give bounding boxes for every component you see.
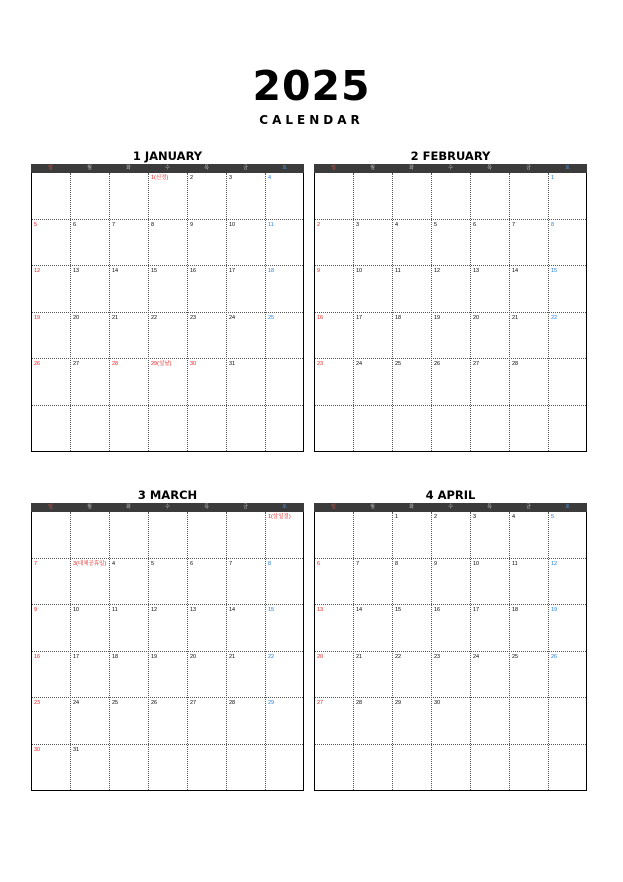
day-cell: 3 xyxy=(229,175,233,181)
day-cell xyxy=(266,745,305,792)
day-cell: 20 xyxy=(73,314,80,321)
day-cell: 30 xyxy=(34,746,41,753)
weekday-label: 화 xyxy=(409,504,414,510)
day-cell: 17 xyxy=(73,653,80,660)
day-cell xyxy=(432,173,471,220)
weekday-label: 수 xyxy=(448,504,453,510)
day-cell: 19 xyxy=(434,314,441,321)
day-cell: 1(신정) xyxy=(151,175,169,181)
weekday-label: 목 xyxy=(204,165,209,171)
day-cell: 12 xyxy=(34,268,41,274)
month-january xyxy=(31,148,304,452)
day-cell: 5 xyxy=(34,221,38,228)
day-cell: 13 xyxy=(190,607,197,613)
day-cell: 31 xyxy=(229,361,236,367)
day-cell xyxy=(227,406,266,453)
day-cell xyxy=(110,173,149,220)
day-cell xyxy=(315,512,354,559)
day-cell: 8 xyxy=(268,560,272,567)
day-cell: 3 xyxy=(473,514,477,520)
day-cell: 10 xyxy=(229,221,236,228)
month-february xyxy=(314,148,587,452)
day-cell: 8 xyxy=(551,221,555,228)
day-cell: 19 xyxy=(551,607,558,613)
weekday-label: 일 xyxy=(331,165,336,171)
day-cell xyxy=(71,406,110,453)
day-cell: 9 xyxy=(317,268,321,274)
month-title: 2 FEBRUARY xyxy=(410,149,491,163)
day-cell: 28 xyxy=(512,361,519,367)
day-cell: 23 xyxy=(434,653,441,660)
weekday-header xyxy=(314,164,587,173)
month-title: 1 JANUARY xyxy=(132,149,203,163)
day-cell xyxy=(315,745,354,792)
day-cell xyxy=(227,745,266,792)
day-cell: 9 xyxy=(190,221,194,228)
day-cell: 26 xyxy=(434,361,441,367)
day-cell: 10 xyxy=(73,607,80,613)
day-cell xyxy=(354,745,393,792)
day-cell xyxy=(471,406,510,453)
day-cell xyxy=(227,512,266,559)
day-cell xyxy=(32,406,71,453)
day-cell: 14 xyxy=(229,607,236,613)
weekday-label: 토 xyxy=(565,504,570,510)
day-cell: 29 xyxy=(268,700,275,706)
day-cell: 5 xyxy=(151,560,155,567)
day-cell xyxy=(471,173,510,220)
day-cell: 10 xyxy=(356,268,363,274)
day-cell: 6 xyxy=(473,221,477,228)
day-cell: 20 xyxy=(190,653,197,660)
day-cell: 22 xyxy=(151,314,158,321)
weekday-label: 토 xyxy=(282,165,287,171)
day-cell: 25 xyxy=(268,314,275,321)
day-cell: 21 xyxy=(512,314,519,321)
month-title: 4 APRIL xyxy=(425,488,476,502)
day-cell: 18 xyxy=(395,314,402,321)
day-cell: 9 xyxy=(434,560,438,567)
day-cell: 11 xyxy=(512,560,518,567)
month-grid xyxy=(31,173,304,452)
day-cell: 27 xyxy=(317,700,324,706)
weekday-label: 목 xyxy=(487,504,492,510)
day-cell: 18 xyxy=(512,607,519,613)
weekday-label: 목 xyxy=(204,504,209,510)
day-cell xyxy=(354,512,393,559)
day-cell xyxy=(188,406,227,453)
day-cell: 11 xyxy=(268,221,274,228)
day-cell xyxy=(188,745,227,792)
day-cell: 21 xyxy=(229,653,236,660)
day-cell: 1 xyxy=(395,514,399,520)
day-cell xyxy=(71,512,110,559)
day-cell: 7 xyxy=(512,221,516,228)
day-cell xyxy=(393,173,432,220)
weekday-label: 화 xyxy=(126,165,131,171)
day-cell: 14 xyxy=(356,607,363,613)
weekday-label: 일 xyxy=(48,165,53,171)
day-cell xyxy=(471,698,510,745)
day-cell: 13 xyxy=(317,607,324,613)
day-cell xyxy=(432,406,471,453)
day-cell xyxy=(149,745,188,792)
day-cell xyxy=(510,406,549,453)
weekday-label: 수 xyxy=(165,504,170,510)
month-grid xyxy=(314,512,587,791)
day-cell xyxy=(32,173,71,220)
day-cell: 24 xyxy=(473,653,480,660)
day-cell xyxy=(315,173,354,220)
day-cell xyxy=(149,512,188,559)
calendar-subtitle: CALENDAR xyxy=(259,113,364,127)
day-cell: 2 xyxy=(434,514,438,520)
day-cell: 3(대체공휴일) xyxy=(73,560,107,567)
day-cell: 29(설날) xyxy=(151,361,172,367)
day-cell: 26 xyxy=(34,361,41,367)
day-cell: 17 xyxy=(229,268,236,274)
day-cell xyxy=(549,745,588,792)
day-cell: 2 xyxy=(190,175,194,181)
day-cell: 25 xyxy=(512,653,519,660)
day-cell: 16 xyxy=(434,607,441,613)
day-cell: 7 xyxy=(356,560,360,567)
day-cell xyxy=(510,173,549,220)
day-cell: 15 xyxy=(551,268,558,274)
day-cell: 16 xyxy=(34,653,41,660)
day-cell: 16 xyxy=(190,268,197,274)
day-cell: 28 xyxy=(356,700,363,706)
weekday-label: 수 xyxy=(448,165,453,171)
day-cell xyxy=(393,745,432,792)
month-march xyxy=(31,487,304,791)
day-cell xyxy=(149,406,188,453)
day-cell: 30 xyxy=(434,700,441,706)
day-cell: 25 xyxy=(112,700,119,706)
weekday-header xyxy=(31,503,304,512)
day-cell: 12 xyxy=(551,560,558,567)
day-cell: 24 xyxy=(229,314,236,321)
day-cell xyxy=(393,406,432,453)
day-cell: 28 xyxy=(112,361,119,367)
day-cell: 19 xyxy=(151,653,158,660)
day-cell: 24 xyxy=(73,700,80,706)
day-cell: 16 xyxy=(317,314,324,321)
weekday-label: 목 xyxy=(487,165,492,171)
day-cell: 26 xyxy=(551,653,558,660)
day-cell: 27 xyxy=(473,361,480,367)
day-cell: 1(삼일절) xyxy=(268,514,291,520)
day-cell: 4 xyxy=(112,560,116,567)
day-cell: 17 xyxy=(473,607,480,613)
weekday-label: 금 xyxy=(243,504,248,510)
day-cell xyxy=(266,359,305,406)
weekday-label: 금 xyxy=(243,165,248,171)
day-cell xyxy=(549,359,588,406)
day-cell: 13 xyxy=(473,268,480,274)
weekday-label: 화 xyxy=(126,504,131,510)
weekday-label: 월 xyxy=(370,165,375,171)
weekday-label: 금 xyxy=(526,504,531,510)
day-cell xyxy=(71,173,110,220)
day-cell: 30 xyxy=(190,361,197,367)
day-cell: 1 xyxy=(551,175,555,181)
day-cell: 2 xyxy=(317,221,321,228)
day-cell xyxy=(432,745,471,792)
day-cell: 23 xyxy=(190,314,197,321)
day-cell: 4 xyxy=(268,175,272,181)
day-cell xyxy=(110,745,149,792)
day-cell: 4 xyxy=(512,514,516,520)
day-cell: 11 xyxy=(395,268,401,274)
weekday-label: 토 xyxy=(565,165,570,171)
day-cell: 9 xyxy=(34,607,38,613)
day-cell xyxy=(354,173,393,220)
day-cell: 23 xyxy=(34,700,41,706)
weekday-label: 월 xyxy=(87,504,92,510)
day-cell: 24 xyxy=(356,361,363,367)
month-grid xyxy=(31,512,304,791)
day-cell: 22 xyxy=(395,653,402,660)
day-cell xyxy=(510,745,549,792)
day-cell: 21 xyxy=(356,653,363,660)
day-cell: 27 xyxy=(190,700,197,706)
day-cell: 17 xyxy=(356,314,363,321)
day-cell: 7 xyxy=(34,560,38,567)
weekday-label: 금 xyxy=(526,165,531,171)
day-cell: 6 xyxy=(73,221,77,228)
day-cell: 22 xyxy=(268,653,275,660)
day-cell xyxy=(549,406,588,453)
day-cell: 15 xyxy=(268,607,275,613)
day-cell: 8 xyxy=(151,221,155,228)
day-cell xyxy=(110,512,149,559)
day-cell xyxy=(354,406,393,453)
day-cell: 23 xyxy=(317,361,324,367)
weekday-header xyxy=(314,503,587,512)
day-cell xyxy=(510,698,549,745)
day-cell xyxy=(32,512,71,559)
weekday-label: 일 xyxy=(48,504,53,510)
day-cell: 14 xyxy=(112,268,119,274)
day-cell: 29 xyxy=(395,700,402,706)
month-grid xyxy=(314,173,587,452)
day-cell xyxy=(471,745,510,792)
day-cell: 28 xyxy=(229,700,236,706)
day-cell: 10 xyxy=(473,560,480,567)
day-cell: 18 xyxy=(268,268,275,274)
day-cell: 11 xyxy=(112,607,118,613)
day-cell: 6 xyxy=(190,560,194,567)
weekday-label: 월 xyxy=(370,504,375,510)
day-cell xyxy=(315,406,354,453)
day-cell: 7 xyxy=(229,560,233,567)
day-cell: 13 xyxy=(73,268,80,274)
day-cell xyxy=(188,512,227,559)
weekday-label: 화 xyxy=(409,165,414,171)
day-cell: 21 xyxy=(112,314,119,321)
day-cell: 18 xyxy=(112,653,119,660)
calendar-year: 2025 xyxy=(252,62,371,110)
day-cell: 8 xyxy=(395,560,399,567)
day-cell: 12 xyxy=(151,607,158,613)
day-cell: 5 xyxy=(434,221,438,228)
weekday-header xyxy=(31,164,304,173)
day-cell: 12 xyxy=(434,268,441,274)
day-cell xyxy=(549,698,588,745)
day-cell: 15 xyxy=(395,607,402,613)
day-cell: 5 xyxy=(551,514,555,520)
day-cell: 6 xyxy=(317,560,321,567)
day-cell: 22 xyxy=(551,314,558,321)
weekday-label: 수 xyxy=(165,165,170,171)
day-cell: 20 xyxy=(317,653,324,660)
day-cell: 27 xyxy=(73,361,80,367)
day-cell: 4 xyxy=(395,221,399,228)
weekday-label: 토 xyxy=(282,504,287,510)
month-title: 3 MARCH xyxy=(137,488,198,502)
day-cell: 31 xyxy=(73,746,80,753)
weekday-label: 일 xyxy=(331,504,336,510)
month-april xyxy=(314,487,587,791)
day-cell: 15 xyxy=(151,268,158,274)
day-cell: 26 xyxy=(151,700,158,706)
day-cell: 20 xyxy=(473,314,480,321)
day-cell: 14 xyxy=(512,268,519,274)
day-cell: 19 xyxy=(34,314,41,321)
day-cell: 3 xyxy=(356,221,360,228)
day-cell xyxy=(110,406,149,453)
weekday-label: 월 xyxy=(87,165,92,171)
day-cell: 25 xyxy=(395,361,402,367)
day-cell xyxy=(266,406,305,453)
day-cell: 7 xyxy=(112,221,116,228)
